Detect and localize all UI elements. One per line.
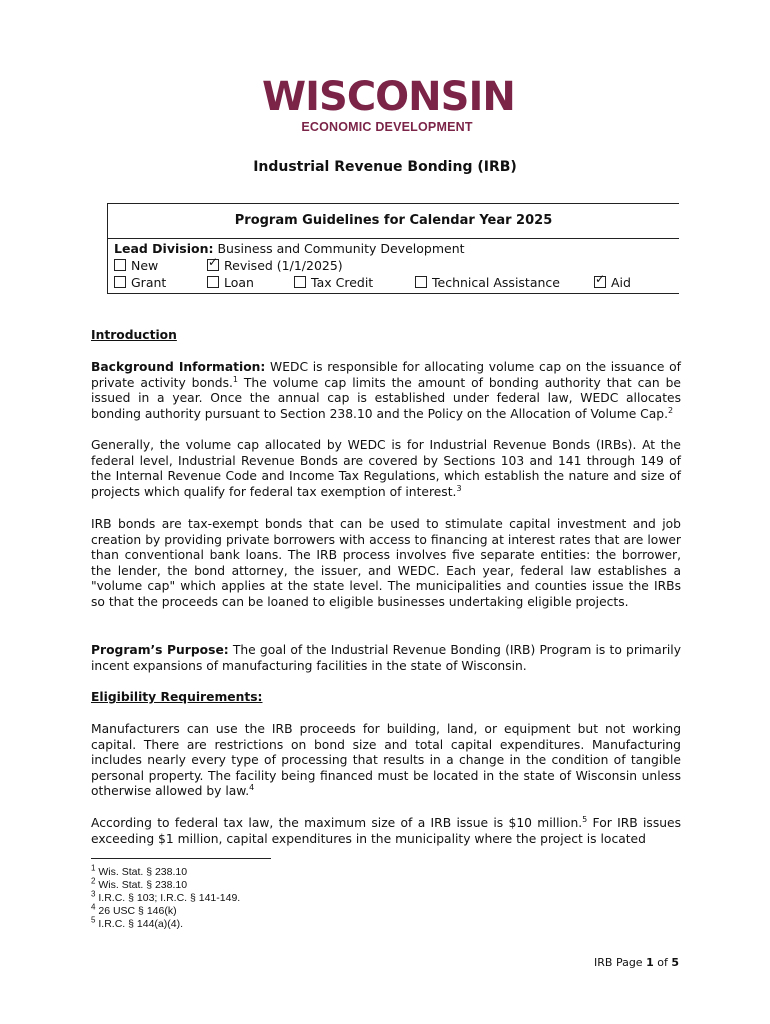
footnote-item: $^3$ I.R.C. § 103; I.R.C. § 141-149. xyxy=(91,889,241,904)
checkbox-aid[interactable] xyxy=(594,275,631,290)
checkbox-grant[interactable] xyxy=(114,275,166,290)
checkbox-loan-label: Loan xyxy=(224,275,254,290)
footnote-ref-1[interactable]: 1 xyxy=(232,374,238,384)
eligibility-heading: Eligibility Requirements: xyxy=(91,690,263,704)
checkbox-new-label: New xyxy=(131,258,159,273)
background-label: Background Information: xyxy=(91,360,266,374)
manufacturers-paragraph: Manufacturers can use the IRB proceeds for building, land, or equipment but not working capital. There are restrictions on bond size and total capital expenditures. Manufacturing includes nearly every type of processing that results in a change in the condition of tangible personal property. The facility being financed must be located in the state of Wisconsin unless otherwise allowed by law.$^4$ xyxy=(91,722,681,798)
footnote-ref-2[interactable]: 2 xyxy=(668,405,674,415)
lead-division-value: Business and Community Development xyxy=(217,241,465,256)
footnote-divider xyxy=(91,858,271,859)
footnote-item: $^5$ I.R.C. § 144(a)(4). xyxy=(91,915,183,930)
checkbox-grant-label: Grant xyxy=(131,275,167,290)
checkbox-tax-credit-label: Tax Credit xyxy=(311,275,374,290)
footnote-ref-4[interactable]: 4 xyxy=(249,782,255,792)
page-number: IRB Page 1 of 5 xyxy=(594,956,679,969)
irb-bonds-paragraph: IRB bonds are tax-exempt bonds that can be used to stimulate capital investment and job creation by providing private borrowers with access to financing at interest rates that are lower than conventional bank loans. The IRB process involves five separate entities: the borrower, the lender, the bond attorney, the issuer, and WEDC. Each year, federal law establishes a "volume cap" which applies at the state level. The municipalities and counties issue the IRBs so that the proceeds can be loaned to eligible businesses undertaking eligible projects. xyxy=(91,517,681,609)
checkbox-loan[interactable] xyxy=(207,275,254,290)
checkbox-new[interactable] xyxy=(114,258,158,273)
checkbox-checked-icon xyxy=(207,259,219,271)
checkbox-unchecked-icon xyxy=(415,276,427,288)
footnote-ref-3[interactable]: 3 xyxy=(456,483,462,493)
checkbox-tax-credit[interactable] xyxy=(294,275,373,290)
lead-division-row xyxy=(114,241,465,256)
background-paragraph: Background Information: WEDC is responsible for allocating volume cap on the issuance of private activity bonds.$^1$ The volume cap limits the amount of bonding authority that can be issued in a year. Once the annual cap is established under federal law, WEDC allocates bonding authority pursuant to Section 238.10 and the Policy on the Allocation of Volume Cap.$^2$ xyxy=(91,360,681,421)
footnote-item: $^2$ Wis. Stat. § 238.10 xyxy=(91,876,188,891)
federal-paragraph: According to federal tax law, the maximum size of a IRB issue is $10 million.$^5$ For IRB issues exceeding $1 million, capital expenditures in the municipality where the project is located xyxy=(91,814,681,846)
footnotes xyxy=(91,863,241,931)
wedc-logo xyxy=(262,74,515,134)
current-page: 1 xyxy=(646,956,654,969)
document-title: Industrial Revenue Bonding (IRB) xyxy=(253,159,517,175)
introduction-heading: Introduction xyxy=(91,328,177,342)
purpose-label: Program’s Purpose: xyxy=(91,643,229,657)
purpose-paragraph: Program’s Purpose: The goal of the Industrial Revenue Bonding (IRB) Program is to primarily incent expansions of manufacturing facilities in the state of Wisconsin. xyxy=(91,643,681,673)
checkbox-checked-icon xyxy=(594,276,606,288)
checkbox-unchecked-icon xyxy=(207,276,219,288)
generally-paragraph: Generally, the volume cap allocated by WEDC is for Industrial Revenue Bonds (IRBs). At the federal level, Industrial Revenue Bonds are covered by Sections 103 and 141 through 149 of the Internal Revenue Code and Income Tax Regulations, which establish the nature and size of projects which qualify for federal tax exemption of interest.$^3$ xyxy=(91,438,681,499)
checkbox-revised[interactable] xyxy=(207,258,343,273)
total-pages: 5 xyxy=(671,956,679,969)
guidelines-heading: Program Guidelines for Calendar Year 2025 xyxy=(108,204,679,239)
footnote-ref-5[interactable]: 5 xyxy=(582,814,588,824)
checkbox-unchecked-icon xyxy=(294,276,306,288)
logo-subtitle: ECONOMIC DEVELOPMENT xyxy=(301,120,473,134)
footnote-item: $^1$ Wis. Stat. § 238.10 xyxy=(91,863,188,878)
lead-division-label: Lead Division: xyxy=(114,241,214,256)
checkbox-unchecked-icon xyxy=(114,276,126,288)
checkbox-technical-assistance-label: Technical Assistance xyxy=(432,275,560,290)
checkbox-revised-label: Revised (1/1/2025) xyxy=(224,258,343,273)
logo-wordmark: WISCONSIN xyxy=(262,74,515,120)
checkbox-technical-assistance[interactable] xyxy=(415,275,560,290)
checkbox-aid-label: Aid xyxy=(611,275,631,290)
footnote-item: $^4$ 26 USC § 146(k) xyxy=(91,902,177,917)
checkbox-unchecked-icon xyxy=(114,259,126,271)
guidelines-box xyxy=(107,203,679,294)
